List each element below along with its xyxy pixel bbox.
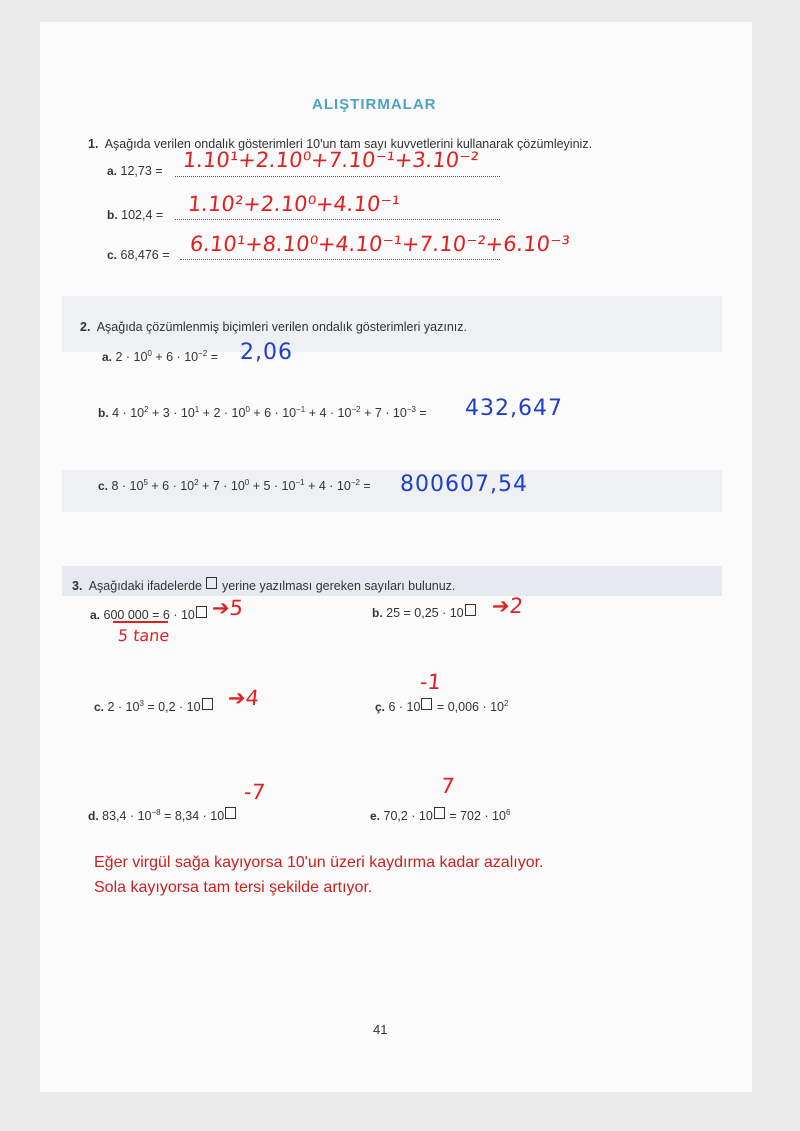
q1a: a. 12,73 = bbox=[107, 164, 163, 178]
q3b: b. 25 = 0,25 · 10 bbox=[372, 604, 477, 620]
q3d-answer: -7 bbox=[242, 780, 267, 804]
page-number: 41 bbox=[373, 1022, 388, 1037]
page-title: ALIŞTIRMALAR bbox=[312, 96, 437, 113]
q2a: a. $2 \cdot 10^0 + 6 \cdot 10^{-2}$ = bbox=[102, 349, 219, 365]
blank-box-icon bbox=[225, 807, 236, 819]
q1-prompt: 1. Aşağıda verilen ondalık gösterimleri 10'un tam sayı kuvvetlerini kullanarak çözümleyiniz. bbox=[88, 137, 593, 151]
blank-box-icon bbox=[206, 577, 217, 589]
q2-prompt: 2. Aşağıda çözümlenmiş biçimleri verilen ondalık gösterimleri yazınız. bbox=[80, 320, 467, 334]
note-line-1: Eğer virgül sağa kayıyorsa 10'un üzeri kaydırma kadar azalıyor. bbox=[94, 854, 544, 871]
q1c-answer-line bbox=[180, 259, 500, 260]
q3e: e. $70,2 \cdot 10 = 702 \cdot 10^6$ bbox=[370, 807, 511, 823]
blank-box-icon bbox=[196, 606, 207, 618]
blank-box-icon bbox=[434, 807, 445, 819]
q3a-answer: ➔5 bbox=[210, 596, 245, 620]
q3c-answer: ➔4 bbox=[226, 686, 261, 710]
q1a-answer: 1.10¹+2.10⁰+7.10⁻¹+3.10⁻² bbox=[181, 148, 480, 172]
worksheet-page bbox=[40, 22, 752, 1092]
q2a-answer: 2,06 bbox=[240, 340, 293, 365]
q1c: c. 68,476 = bbox=[107, 248, 170, 262]
q3b-answer: ➔2 bbox=[490, 594, 525, 618]
q2c-answer: 800607,54 bbox=[400, 472, 528, 497]
q1b-answer: 1.10²+2.10⁰+4.10⁻¹ bbox=[186, 192, 402, 216]
blank-box-icon bbox=[421, 698, 432, 710]
q3cc: ç. $6 \cdot 10 = 0,006 \cdot 10^2$ bbox=[375, 698, 509, 714]
q3e-answer: 7 bbox=[439, 774, 456, 798]
q2c: c. $8 \cdot 10^5 + 6 \cdot 10^2 + 7 \cdot 10^0 + 5 \cdot 10^{-1} + 4 \cdot 10^{-2}$ = bbox=[98, 478, 371, 494]
q3c: c. $2 \cdot 10^3 = 0,2 \cdot 10$ bbox=[94, 698, 214, 714]
blank-box-icon bbox=[202, 698, 213, 710]
q1a-answer-line bbox=[175, 176, 500, 177]
q3cc-answer: -1 bbox=[418, 670, 443, 694]
q3a-note: 5 tane bbox=[117, 626, 171, 645]
q3a: a. 600 000 = 6 · 10 bbox=[90, 606, 208, 622]
q3d: d. $83,4 \cdot 10^{-8} = 8,34 \cdot 10$ bbox=[88, 807, 237, 823]
note-line-2: Sola kayıyorsa tam tersi şekilde artıyor. bbox=[94, 879, 373, 896]
blank-box-icon bbox=[465, 604, 476, 616]
q1c-answer: 6.10¹+8.10⁰+4.10⁻¹+7.10⁻²+6.10⁻³ bbox=[188, 232, 571, 256]
q2b-answer: 432,647 bbox=[465, 396, 563, 421]
underline-mark bbox=[113, 621, 168, 623]
q1b: b. 102,4 = bbox=[107, 208, 164, 222]
q2b: b. $4 \cdot 10^2 + 3 \cdot 10^1 + 2 \cdot 10^0 + 6 \cdot 10^{-1} + 4 \cdot 10^{-2} + 7 \cdot 10^{-3}$ = bbox=[98, 405, 427, 421]
q3-prompt: 3. Aşağıdaki ifadelerde yerine yazılması gereken sayıları bulunuz. bbox=[72, 579, 456, 593]
q1b-answer-line bbox=[175, 219, 500, 220]
